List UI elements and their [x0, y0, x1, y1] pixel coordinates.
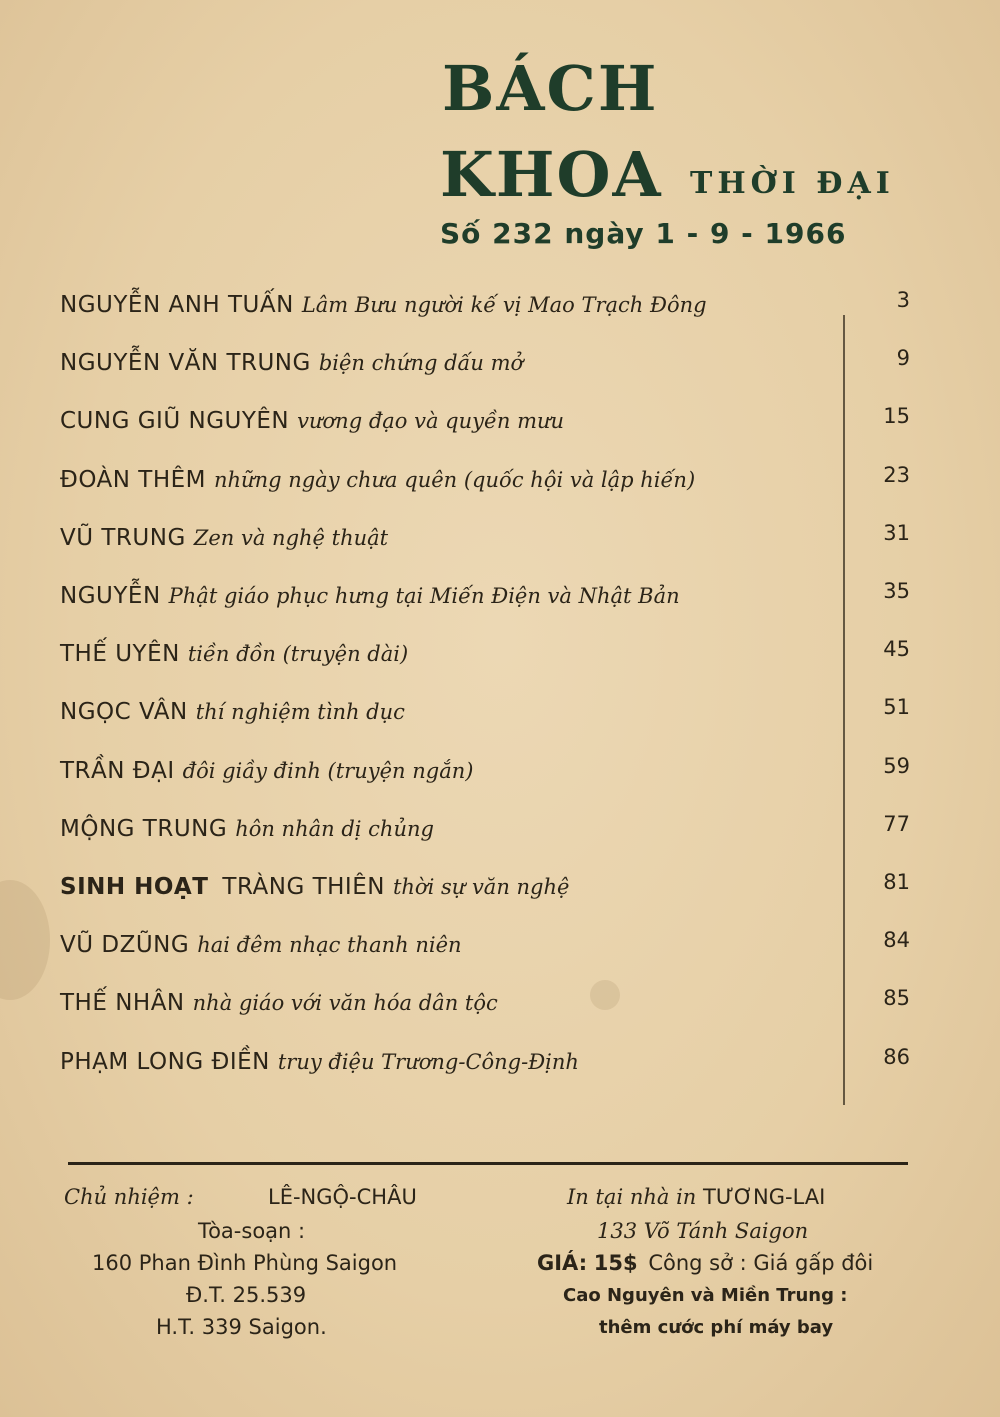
toc-author: VŨ TRUNG [60, 524, 186, 551]
toc-author: PHẠM LONG ĐIỀN [60, 1048, 270, 1075]
toc-entry [60, 462, 920, 507]
toc-entry [60, 870, 920, 914]
toc-page-number: 3 [896, 288, 910, 312]
toc-entry [60, 928, 920, 972]
toc-article-title: biện chứng dấu mở [318, 351, 524, 376]
toc-author: NGUYỄN VĂN TRUNG [60, 350, 311, 377]
toc-page-number: 9 [896, 346, 910, 371]
printer-address: 133 Võ Tánh Saigon [597, 1219, 809, 1243]
toc-author: THẾ UYÊN [60, 641, 180, 668]
price-value: 15$ [593, 1251, 638, 1275]
price-label: GIÁ: [537, 1251, 588, 1275]
phone-number: Đ.T. 25.539 [186, 1283, 307, 1307]
toc-entry [60, 346, 920, 390]
toc-entry [60, 1044, 920, 1089]
toc-entry [60, 579, 920, 623]
toc-author: TRẦN ĐẠI [60, 757, 175, 784]
magazine-title-line2: KHOA [440, 138, 663, 211]
toa-soan-label: Tòa-soạn : [198, 1219, 306, 1243]
magazine-subtitle: THỜI ĐẠI [690, 166, 895, 201]
issue-number-date: Số 232 ngày 1 - 9 - 1966 [440, 217, 847, 250]
toc-page-number: 23 [883, 462, 910, 487]
masthead [440, 30, 940, 260]
page-number-divider [843, 315, 845, 1105]
toc-entry [60, 637, 920, 681]
table-of-contents [60, 288, 920, 1112]
toc-article-title: truy điệu Trương-Công-Định [277, 1049, 579, 1074]
toc-entry [60, 404, 920, 448]
toc-article-title: đôi giầy đinh (truyện ngắn) [182, 758, 474, 783]
toc-article-title: hai đêm nhạc thanh niên [197, 933, 462, 958]
toc-page-number: 86 [883, 1044, 910, 1069]
printer-name: TƯƠNG-LAI [703, 1185, 826, 1209]
office-address: 160 Phan Đình Phùng Saigon [92, 1251, 398, 1275]
toc-article-title: hôn nhân dị chủng [235, 816, 434, 841]
region-note-2: thêm cước phí máy bay [599, 1317, 834, 1338]
toc-author: NGUYỄN ANH TUẤN [60, 292, 294, 318]
toc-page-number: 77 [883, 811, 910, 836]
toc-entry [60, 288, 920, 332]
toc-article-title: Phật giáo phục hưng tại Miến Điện và Nhật Bản [168, 584, 680, 608]
chu-nhiem-name: LÊ-NGỘ-CHÂU [268, 1185, 417, 1209]
toc-entry [60, 811, 920, 856]
toc-page-number: 45 [883, 637, 910, 662]
footer-rule [68, 1162, 908, 1165]
toc-author: NGUYỄN [60, 583, 161, 609]
toc-author: TRÀNG THIÊN [222, 874, 385, 900]
toc-entry [60, 986, 920, 1030]
toc-section-label: SINH HOẠT [60, 874, 209, 900]
toc-author: THẾ NHÂN [60, 990, 185, 1017]
footer-editorial [60, 1185, 480, 1355]
toc-page-number: 31 [883, 520, 910, 545]
toc-article-title: nhà giáo với văn hóa dân tộc [192, 991, 498, 1016]
postal-box: H.T. 339 Saigon. [156, 1315, 327, 1339]
toc-entry [60, 520, 920, 565]
magazine-title-line1: BÁCH [442, 52, 659, 125]
chu-nhiem-label: Chủ nhiệm : [64, 1185, 194, 1209]
toc-article-title: Lâm Bưu người kế vị Mao Trạch Đông [301, 293, 707, 317]
toc-article-title: vương đạo và quyền mưu [297, 409, 565, 434]
price-note: Công sở : Giá gấp đôi [648, 1251, 874, 1275]
toc-article-title: thí nghiệm tình dục [195, 700, 405, 725]
toc-author: MỘNG TRUNG [60, 815, 228, 842]
toc-entry [60, 695, 920, 739]
toc-page-number: 85 [883, 986, 910, 1011]
toc-author: VŨ DZŨNG [60, 932, 190, 959]
toc-article-title: Zen và nghệ thuật [193, 525, 389, 550]
toc-entry [60, 753, 920, 798]
toc-article-title: tiền đồn (truyện dài) [187, 642, 409, 667]
paper-stain [0, 880, 50, 1000]
toc-page-number: 35 [883, 579, 910, 603]
toc-page-number: 51 [883, 695, 910, 720]
toc-page-number: 81 [883, 870, 910, 894]
toc-article-title: thời sự văn nghệ [392, 875, 570, 899]
footer-printing [525, 1185, 925, 1355]
region-note-1: Cao Nguyên và Miền Trung : [563, 1285, 848, 1306]
toc-page-number: 84 [883, 928, 910, 953]
toc-author: NGỌC VÂN [60, 699, 188, 726]
toc-page-number: 59 [883, 753, 910, 778]
toc-author: ĐOÀN THÊM [60, 466, 206, 493]
toc-author: CUNG GIŨ NGUYÊN [60, 408, 290, 435]
printer-label: In tại nhà in [567, 1185, 697, 1209]
toc-page-number: 15 [883, 404, 910, 429]
toc-article-title: những ngày chưa quên (quốc hội và lập hiến) [214, 467, 696, 492]
